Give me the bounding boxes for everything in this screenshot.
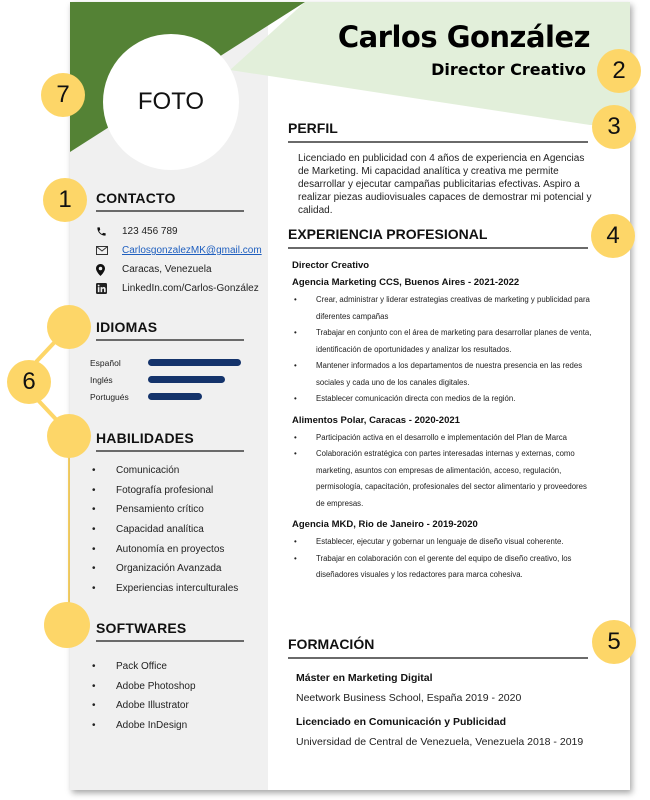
duties-list: [292, 292, 592, 408]
duty-item: • Trabajar en colaboración con el gerente del equipo de diseño creativo, los diseñadores visuales y los redactores para marca cohesiva.: [294, 553, 572, 579]
language-label: Inglés: [90, 374, 113, 385]
education-detail: Universidad de Central de Venezuela, Venezuela 2018 - 2019: [296, 736, 584, 748]
education-heading: FORMACIÓN: [288, 636, 588, 659]
contact-linkedin: [96, 279, 266, 298]
contact-phone-text: 123 456 789: [122, 226, 178, 237]
photo-placeholder: FOTO: [103, 34, 239, 170]
marker-7: 7: [41, 73, 85, 117]
duty-item: • Crear, administrar y liderar estrategias creativas de marketing y publicidad para diferentes campañas: [294, 295, 590, 321]
contact-email: [96, 241, 266, 260]
marker-5: 5: [592, 620, 636, 664]
software-item: • Adobe InDesign: [92, 720, 188, 732]
marker-1: 1: [43, 178, 87, 222]
linkedin-icon: [96, 283, 122, 294]
contact-location: [96, 260, 266, 279]
software-item: • Adobe Illustrator: [92, 700, 189, 712]
language-label: Español: [90, 357, 121, 368]
skill-item: • Fotografía profesional: [92, 484, 214, 496]
education-title: Licenciado en Comunicación y Publicidad: [296, 716, 507, 728]
marker-6-top-node: [47, 305, 91, 349]
skill-item: • Pensamiento crítico: [92, 504, 204, 516]
software-item: • Adobe Photoshop: [92, 680, 196, 692]
software-list: [92, 657, 267, 735]
marker-2: 2: [597, 49, 641, 93]
contact-phone: [96, 222, 266, 241]
marker-6: 6: [7, 360, 51, 404]
email-icon: [96, 246, 122, 255]
marker-3: 3: [592, 105, 636, 149]
language-row: [90, 354, 260, 371]
duty-item: • Participación activa en el desarrollo e implementación del Plan de Marca: [294, 432, 567, 442]
candidate-role: Director Creativo: [431, 60, 586, 79]
duty-item: • Colaboración estratégica con partes interesadas internas y externas, como marketing, asuntos con empresas de alimentación, acceso, regulación, permisología, capacitación, profesionales del sector alimentario y proveedores de empresas.: [294, 449, 587, 508]
skill-item: • Experiencias interculturales: [92, 582, 239, 594]
candidate-name: Carlos González: [337, 20, 590, 54]
languages-heading: IDIOMAS: [96, 319, 244, 341]
location-pin-icon: [96, 264, 122, 276]
profile-heading: PERFIL: [288, 120, 588, 143]
contact-linkedin-text: LinkedIn.com/Carlos-González: [122, 283, 259, 294]
job-title: Director Creativo: [292, 260, 370, 271]
marker-6-bottom-node: [44, 602, 90, 648]
skill-item: • Organización Avanzada: [92, 563, 222, 575]
contact-list: [96, 222, 266, 298]
skill-item: • Comunicación: [92, 465, 180, 477]
education-section: [296, 672, 596, 748]
resume-page: [70, 2, 630, 790]
language-level-bar: [148, 359, 241, 366]
company-line: Agencia Marketing CCS, Buenos Aires - 2021-2022: [292, 277, 520, 288]
skill-item: • Autonomía en proyectos: [92, 543, 225, 555]
language-level-bar: [148, 376, 225, 383]
language-level-bar: [148, 393, 202, 400]
duties-list: [292, 430, 592, 513]
education-title: Máster en Marketing Digital: [296, 672, 433, 684]
duty-item: • Trabajar en conjunto con el área de marketing para desarrollar planes de venta, identificación de oportunidades y analizar los resultados.: [294, 328, 592, 354]
skill-item: • Capacidad analítica: [92, 524, 204, 536]
skills-list: [92, 461, 267, 598]
experience-heading: EXPERIENCIA PROFESIONAL: [288, 226, 588, 249]
company-line: Alimentos Polar, Caracas - 2020-2021: [292, 414, 460, 426]
marker-4: 4: [591, 214, 635, 258]
software-heading: SOFTWARES: [96, 620, 244, 642]
language-row: [90, 388, 260, 405]
education-detail: Neetwork Business School, España 2019 - 2020: [296, 692, 522, 704]
duty-item: • Establecer comunicación directa con medios de la región.: [294, 394, 516, 403]
duty-item: • Establecer, ejecutar y gobernar un lenguaje de diseño visual coherente.: [294, 537, 564, 546]
contact-location-text: Caracas, Venezuela: [122, 264, 212, 275]
company-line: Agencia MKD, Rio de Janeiro - 2019-2020: [292, 519, 478, 530]
contact-heading: CONTACTO: [96, 190, 244, 212]
duties-list: [292, 534, 592, 584]
languages-list: [90, 354, 260, 405]
phone-icon: [96, 226, 122, 237]
skills-heading: HABILIDADES: [96, 430, 244, 452]
contact-email-link[interactable]: CarlosgonzalezMK@gmail.com: [122, 245, 262, 256]
profile-text: Licenciado en publicidad con 4 años de experiencia en Agencias de Marketing. Mi capacidad analítica y creativa me permite desarrollar y ejecutar campañas publicitarias efectivas. Aspiro a realizar piezas audiovisuales capaces de demostrar mi potencial y calidad.: [298, 153, 592, 216]
marker-6-middle-node: [47, 414, 91, 458]
language-label: Portugués: [90, 391, 129, 402]
experience-section: [292, 260, 592, 584]
software-item: • Pack Office: [92, 661, 167, 673]
duty-item: • Mantener informados a los departamentos de nuestra presencia en las redes sociales y cada uno de los canales digitales.: [294, 361, 583, 387]
language-row: [90, 371, 260, 388]
